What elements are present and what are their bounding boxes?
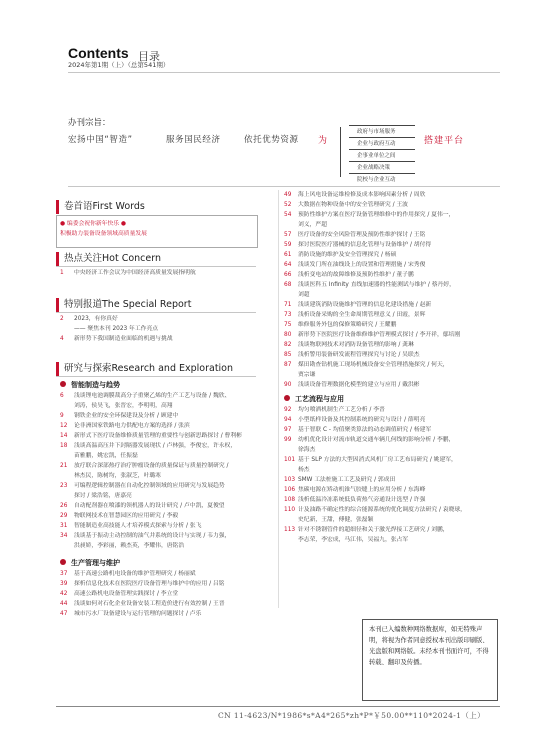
list-item[interactable]: 34 浅谈基于振动主动控制的油气井系统的设计与实现 / 韦力强， (60, 533, 231, 539)
page-number: 4 (60, 336, 64, 342)
list-item[interactable]: 75 维修服务外包的保修策略研究 / 王耀鹏 (284, 322, 397, 328)
list-item[interactable]: 113 针对不锈钢管件的超细径和关于激光焊接工艺研究 / 刘鹏， (284, 527, 449, 533)
aim-item: 企业战略决策 (349, 161, 415, 174)
list-item[interactable]: 73 浅析设备采购的全生命周期管理意义 / 田霞，景辉 (284, 312, 426, 318)
list-item[interactable]: 6 浅谈锂电池调膜裁高分子重聚乙烯的生产工艺与设备 / 魏欣、 (60, 393, 231, 399)
list-item[interactable]: 21 放疗联合深部热疗治疗肿瘤设备的质量保证与质量控制研究 / (60, 463, 229, 469)
section-research: 研究与探索Research and Exploration (56, 362, 264, 376)
item-title: 中央经济工作会议为中国经济高质量发展指明航 (74, 270, 196, 276)
page-number: 2 (60, 316, 64, 322)
special-list (60, 314, 173, 344)
list-item[interactable]: 99 幼机优化设计对流市轨道交通车辆几何线的影响分析 / 李鹏， (284, 437, 455, 443)
item-title: 2023，有你真好 (74, 316, 118, 322)
list-item[interactable]: 林杰民，陈树均，张淑芝，叶璐寒 (74, 473, 161, 479)
purpose-wei: 为 (318, 136, 328, 146)
list-item[interactable] (60, 229, 147, 239)
research-list-1 (60, 379, 242, 551)
list-item[interactable]: 110 计及油路不确定性的综合能源系统的优化调度方法研究 / 袁晓球， (284, 507, 466, 513)
item-title: 积极助力装备设备领域高质量发展 (60, 231, 147, 237)
contents-title-en: Contents (68, 45, 129, 61)
list-item[interactable] (60, 324, 173, 334)
list-item[interactable]: 29 物联网技术在智慧园区的应用研究 / 李毅 (60, 513, 179, 519)
subsection-heading: 智能制造与趋势 (60, 379, 242, 391)
aim-item: 企事业单位之间 (349, 149, 415, 162)
purpose-phrase-1: 宏扬中国“智造” (68, 135, 133, 145)
list-item[interactable]: 92 均匀喷洒机制生产工艺分析 / 李晋 (284, 407, 385, 413)
list-item[interactable] (60, 314, 173, 324)
item-title: 新形势下我国制造业面临的机遇与挑战 (74, 336, 173, 342)
special-divider (56, 312, 256, 313)
subsection-heading: 生产管理与维护 (60, 557, 225, 569)
column-divider (278, 190, 279, 608)
list-item[interactable]: 97 基于智联 C - 均值聚类算法的动态调值研究 / 杨建军 (284, 427, 432, 433)
list-item[interactable]: 史纪新，王甜，傅健，张磊颖 (298, 517, 374, 523)
list-item[interactable]: 刘涛，侯昊飞，张晋宏，李明明，高翔 (74, 403, 173, 409)
list-item[interactable]: 101 基于 SLP 方法的大型因消式风机厂房工艺布局研究 / 姚建军， (284, 457, 457, 463)
aim-item: 政府与市场服务 (349, 125, 415, 138)
publication-code: CN 11-4623/N*1986*s*A4*265*zh*P*￥50.00**110*2024-1（上） (218, 711, 486, 720)
list-item[interactable]: 49 海上风电设备运维检修及成本影响因素分析 / 周欣 (284, 192, 426, 198)
list-item[interactable] (60, 268, 196, 278)
list-item[interactable]: 57 医疗设备的安全风险管理及预防性维护探讨 / 王铭 (284, 232, 426, 238)
list-item[interactable]: 探讨 / 梁浩铭，唐嘉亮 (74, 493, 132, 499)
purpose-phrase-2: 服务国民经济 (166, 135, 221, 145)
hot-divider (56, 266, 256, 267)
list-item[interactable]: 103 SMW 工法桩施工工艺及研究 / 郭成田 (284, 477, 396, 483)
list-item[interactable]: 64 浅谈发门所在油线设上的设置和管理措施 / 宋秀俊 (284, 262, 426, 268)
list-item[interactable]: 洪昶娇，李彩丽，赖杰英，李耀伟，唐铭浩 (74, 543, 185, 549)
aim-item: 院校与企业互动 (349, 173, 415, 186)
list-item[interactable]: 80 新形势下医院医疗设备维修维护管理模式探讨 / 李开祥，鄢培刚 (284, 332, 461, 338)
subsection-heading: 工艺流程与应用 (284, 393, 466, 405)
right-list-1 (284, 190, 460, 390)
list-item[interactable] (284, 545, 466, 555)
copyright-notice: 本刊已入编数种网络数据库，如无特殊声明，将视为作者同意授权本刊出版印刷版、光盘版和网络版。未经本刊书面许可，不得转载、翻印及传播。 (362, 619, 498, 701)
list-item[interactable] (284, 555, 466, 565)
list-item[interactable]: 苗雅鹏，姚宏凯，任振磊 (74, 453, 138, 459)
list-item[interactable]: 85 浅析警用装备研发流程管理探究与讨论 / 吴联杰 (284, 352, 420, 358)
list-item[interactable]: 59 探讨医院医疗器械的信息化管理与设备维护 / 胡付得 (284, 242, 432, 248)
list-item[interactable]: 87 煤田勘查钻机施工现场机械设备安全管理措施探究 / 何天， (284, 362, 449, 368)
list-item[interactable]: 23 可编程逻辑控制器在自动化控制领域的应用研究与发展趋势 (60, 483, 225, 489)
list-item[interactable]: 71 浅谈建筑消防设施维护管理的信息化建设措施 / 赵新 (284, 302, 432, 308)
contents-title-cn: 目录 (138, 50, 160, 63)
purpose-divider (68, 186, 500, 187)
first-words-list (60, 219, 147, 239)
list-item[interactable]: 14 新形式下医疗设备维修质量管理的重要性与创新思路探讨 / 曹利彬 (60, 433, 242, 439)
list-item[interactable]: 37 基于高速公路机电设备的维护管理研究 / 杨丽斌 (60, 571, 196, 577)
list-item[interactable]: 54 预防性维护方案在医疗设备管理维修中的作用探究 / 夏伟一， (284, 212, 455, 218)
list-item[interactable]: 刘义，严超 (298, 222, 327, 228)
item-title: —— 聚焦本刊 2023 年工作亮点 (74, 326, 159, 332)
list-item[interactable]: 47 城市污水厂设备建设与运行管理的问题探讨 / 卢乐 (60, 611, 202, 617)
list-item[interactable]: 90 浅谈设备管理数据化模型的建立与应用 / 戴洪彬 (284, 382, 420, 388)
research-divider (56, 376, 256, 377)
item-title: ● 编委会祝你新年快乐 ● (60, 221, 126, 227)
list-item[interactable]: 42 高速公路机电设备管理实践探讨 / 李立堂 (60, 591, 179, 597)
list-item[interactable]: 44 浅谈如何对石化企业设备安装工程造价进行有效控制 / 王晋 (60, 601, 225, 607)
bullet-dot-icon (60, 381, 66, 387)
hot-list (60, 268, 196, 278)
list-item[interactable] (60, 334, 173, 344)
list-item[interactable]: 26 自动配剂器在喷漆的领机器人的设计研究 / 卢中凯，夏俊望 (60, 503, 225, 509)
list-item[interactable]: 贾宗谦 (298, 372, 316, 378)
research-list-2 (60, 557, 225, 619)
list-item[interactable]: 68 浅谈医科五 Infinity 直线加速器的性能测试与维护 / 蔡丹婷， (284, 282, 455, 288)
list-item[interactable]: 66 浅析变电站的故障维修及预防性维护 / 董子鹏 (284, 272, 414, 278)
list-item[interactable]: 18 浅谈高温高压井下封隔器发展现状 / 卢林强，李俊宏，许永权， (60, 443, 237, 449)
list-item[interactable] (60, 219, 147, 229)
list-item[interactable]: 31 智能制造业高技能人才培养模式探索与分析 / 张飞 (60, 523, 202, 529)
list-item[interactable]: 徐海杰 (298, 447, 316, 453)
bullet-dot-icon (284, 395, 290, 401)
purpose-label: 办刊宗旨： (68, 118, 111, 128)
purpose-platform: 搭建平台 (424, 136, 465, 146)
list-item[interactable]: 106 焦碳电源在矫动机锥气胶缝上的应用分析 / 东海峰 (284, 487, 426, 493)
bullet-dot-icon (60, 559, 66, 565)
list-item[interactable]: 12 论非洲国家铁路电力供配电方案的选择 / 张滨 (60, 423, 190, 429)
list-item[interactable]: 39 探析信息化技术在医院医疗设备管理与维护中的应用 / 吕铭 (60, 581, 225, 587)
list-item[interactable]: 108 浅析低温冷冻系统低负荷热气旁通设计选型 / 许强 (284, 497, 426, 503)
list-item[interactable]: 82 浅谈物联网技术对消防设备管理的影响 / 龚琳 (284, 342, 414, 348)
section-first-words: 卷首语First Words (56, 200, 264, 214)
list-item[interactable]: 杨杰 (298, 467, 310, 473)
aim-item: 企业与政府互动 (349, 137, 415, 150)
issue-info: 2024年第1期（上）（总第541期） (68, 61, 170, 69)
list-item[interactable]: 94 小型纸样设备及其控制系统的研究与设计 / 薛明亮 (284, 417, 426, 423)
list-item[interactable]: 52 大数据在物种设备中的安全管理研究 / 王波 (284, 202, 408, 208)
list-item[interactable]: 刘超 (298, 292, 310, 298)
list-item[interactable]: 61 消防设施的维护及安全管理探究 / 杨硕 (284, 252, 397, 258)
purpose-phrase-3: 依托优势资源 (244, 135, 299, 145)
list-item[interactable]: 9 钢铁企业的安全环保建设及分析 / 顾建中 (60, 413, 179, 419)
section-special-report: 特别报道The Special Report (56, 298, 264, 312)
right-list-2 (284, 393, 466, 565)
page-number: 1 (60, 270, 64, 276)
list-item[interactable]: 李志荣，李宏成，马江伟，吴福九，张占军 (298, 537, 409, 543)
header-divider (68, 72, 500, 73)
section-hot-concern: 热点关注Hot Concern (56, 252, 264, 266)
footer-divider (56, 706, 500, 707)
